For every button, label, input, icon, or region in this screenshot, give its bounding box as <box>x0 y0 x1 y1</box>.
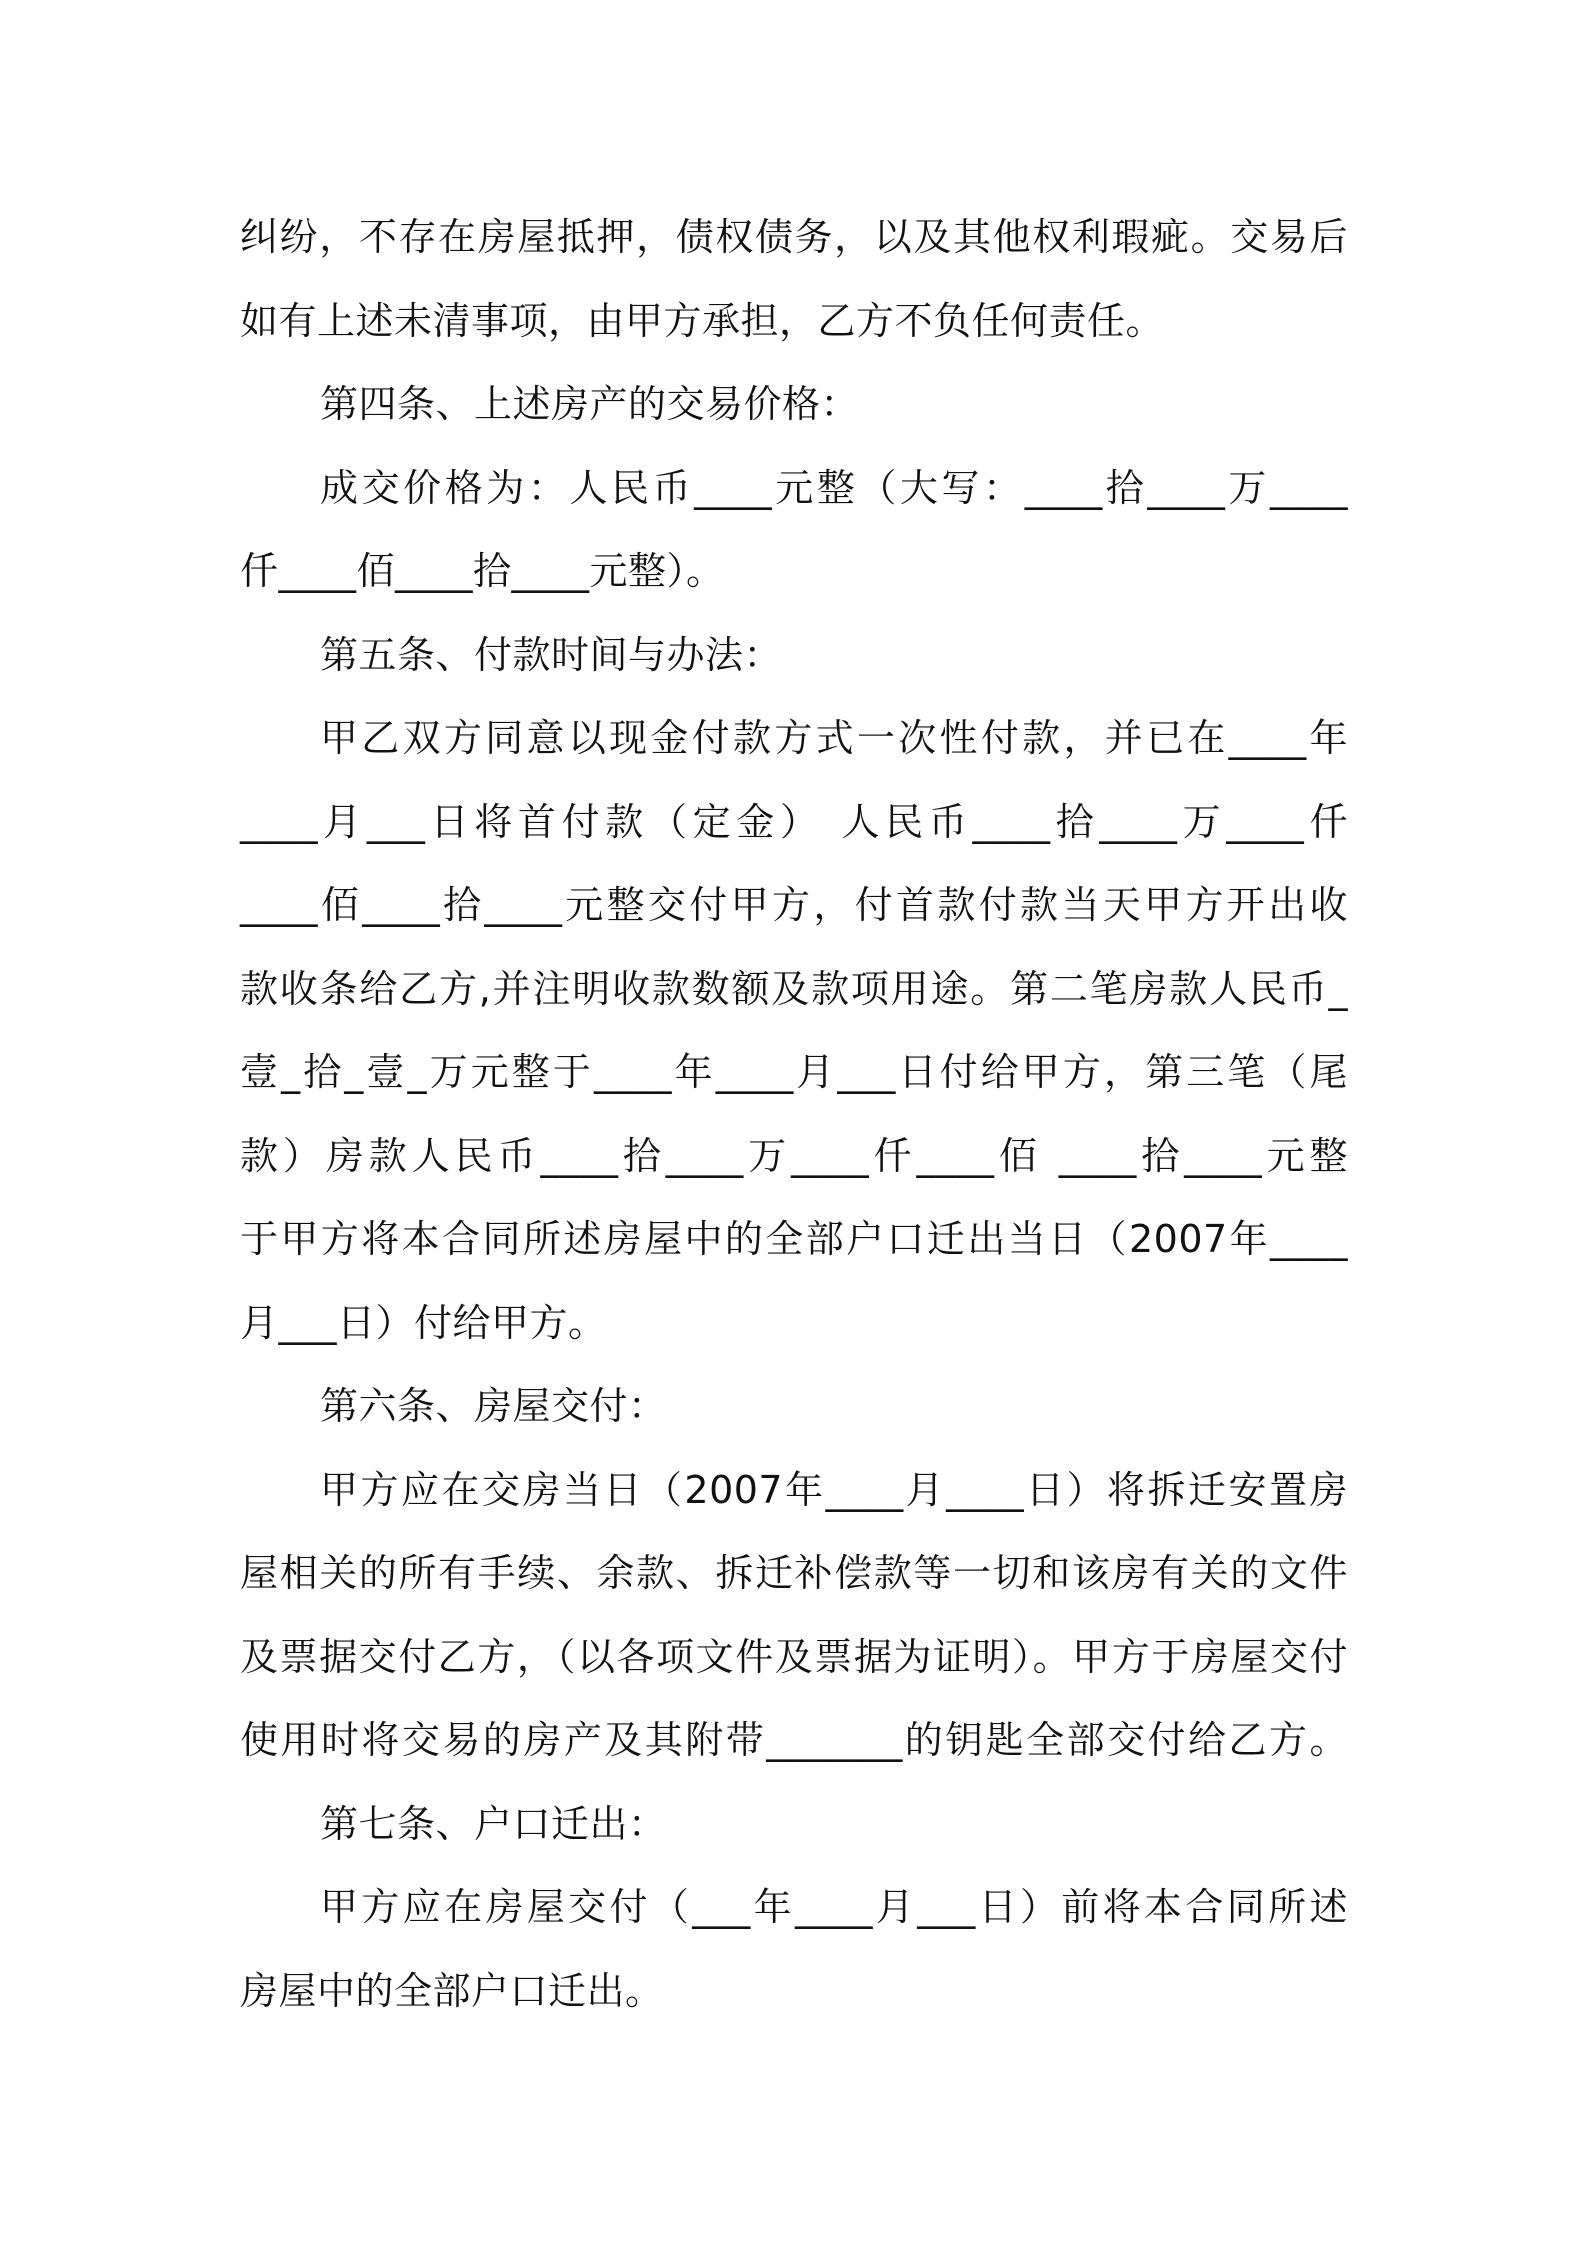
document-body <box>240 196 1348 2033</box>
document-line: 壹_拾_壹_万元整于____年____月___日付给甲方，第三笔（尾 <box>240 1050 1348 1094</box>
document-line: 仟____佰____拾____元整）。 <box>240 549 725 593</box>
document-line: ____月___日将首付款（定金） 人民币____拾____万____仟 <box>240 799 1348 844</box>
document-line: 第七条、户口迁出： <box>320 1801 667 1846</box>
document-line: 房屋中的全部户口迁出。 <box>240 1968 664 2013</box>
document-line: 屋相关的所有手续、余款、拆迁补偿款等一切和该房有关的文件 <box>240 1551 1348 1595</box>
document-line: 及票据交付乙方，（以各项文件及票据为证明）。甲方于房屋交付 <box>240 1634 1348 1679</box>
document-line: 款）房款人民币____拾____万____仟____佰 ____拾____元整 <box>240 1133 1348 1178</box>
document-line: 使用时将交易的房产及其附带_______的钥匙全部交付给乙方。 <box>240 1718 1348 1762</box>
document-line: 款收条给乙方,并注明收款数额及款项用途。第二笔房款人民币_ <box>240 966 1348 1011</box>
document-line: 甲乙双方同意以现金付款方式一次性付款，并已在____年 <box>320 716 1348 760</box>
document-line: 月___日）付给甲方。 <box>240 1300 607 1345</box>
document-line: 第六条、房屋交付： <box>320 1384 667 1428</box>
document-line: 第四条、上述房产的交易价格： <box>320 382 860 426</box>
document-line: ____佰____拾____元整交付甲方，付首款付款当天甲方开出收 <box>240 883 1348 927</box>
document-line: 于甲方将本合同所述房屋中的全部户口迁出当日（2007年____ <box>240 1217 1348 1261</box>
document-line: 成交价格为：人民币____元整（大写：____拾____万____ <box>320 465 1348 510</box>
document-line: 甲方应在房屋交付（___年____月___日）前将本合同所述 <box>320 1885 1348 1929</box>
document-line: 甲方应在交房当日（2007年____月____日）将拆迁安置房 <box>320 1467 1348 1512</box>
document-line: 纠纷，不存在房屋抵押，债权债务，以及其他权利瑕疵。交易后 <box>240 215 1348 259</box>
document-line: 如有上述未清事项，由甲方承担，乙方不负任何责任。 <box>240 298 1165 343</box>
document-line: 第五条、付款时间与办法： <box>320 632 783 677</box>
